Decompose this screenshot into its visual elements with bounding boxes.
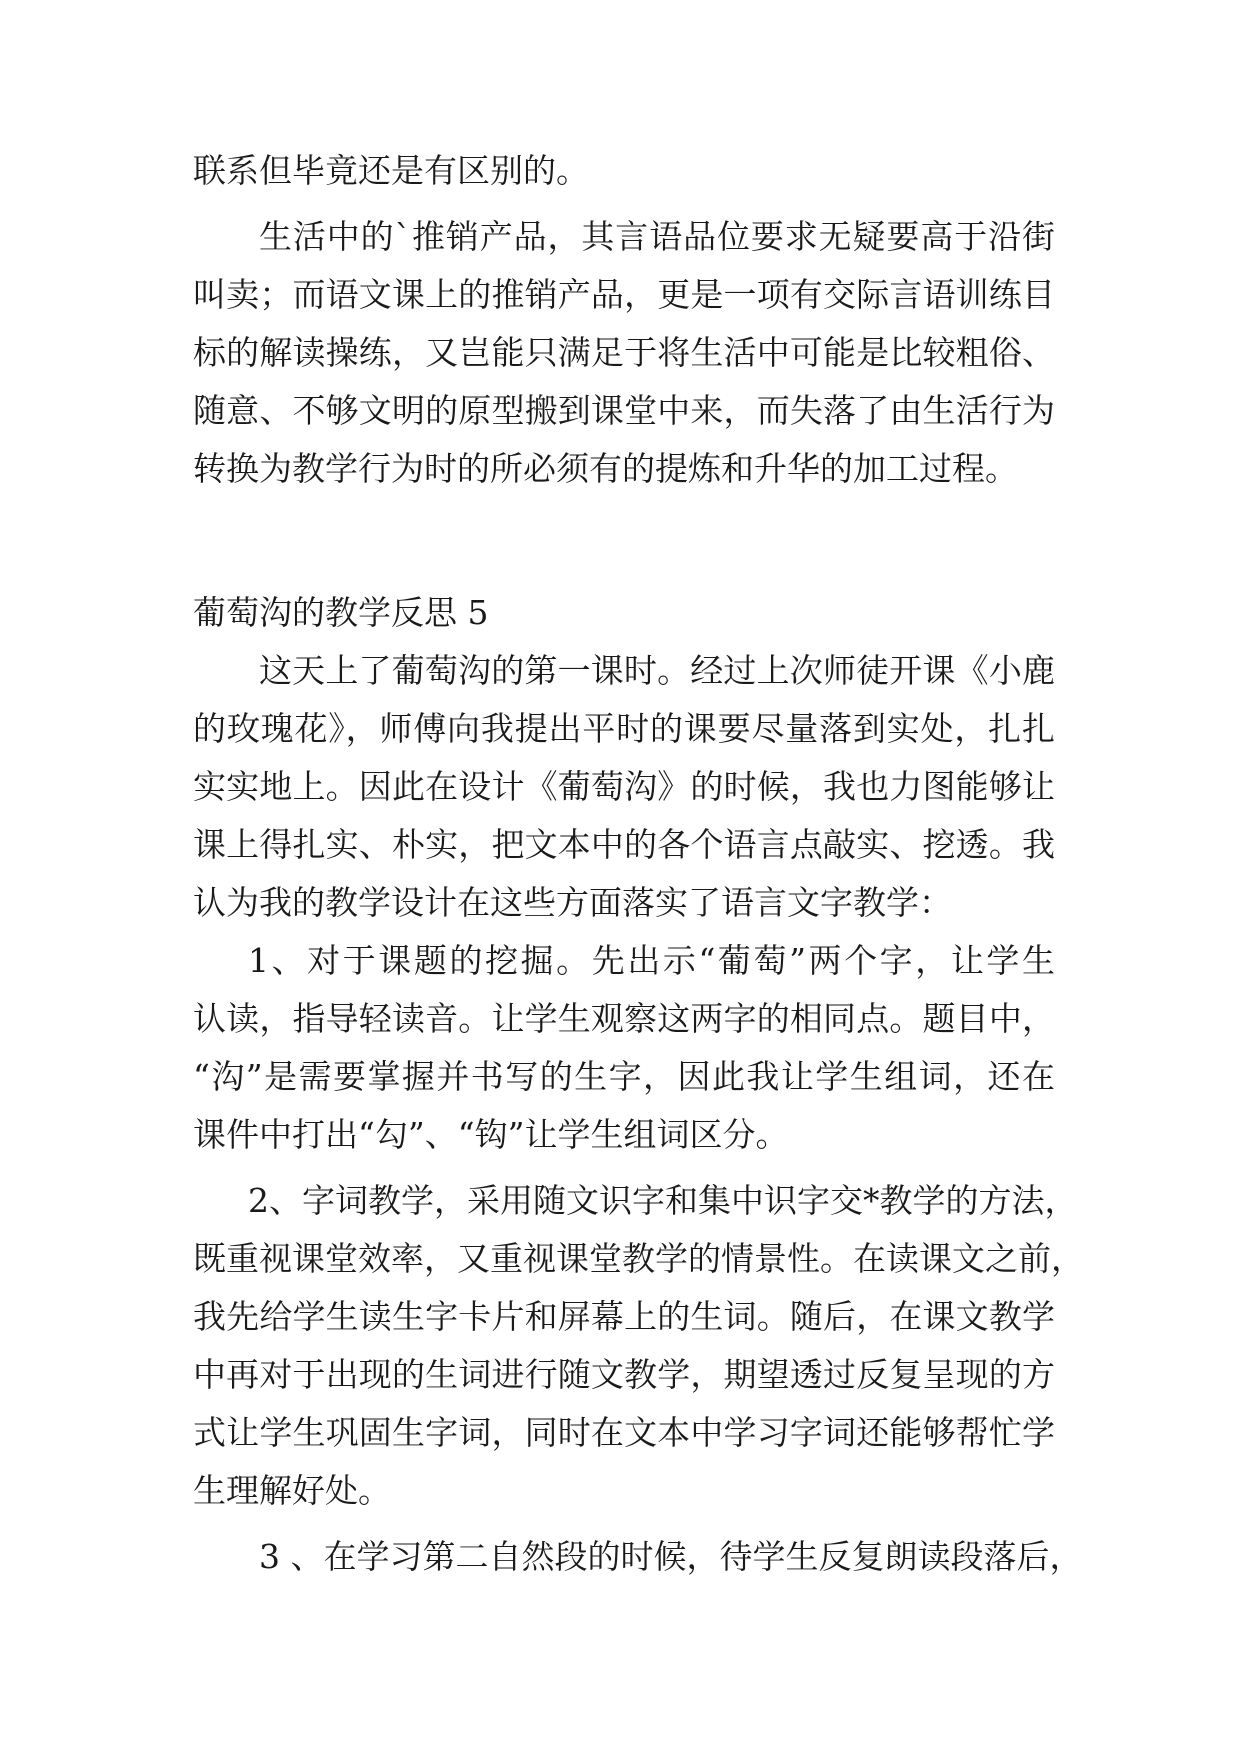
paragraph-line: 随意、不够文明的原型搬到课堂中来，而失落了由生活行为: [193, 391, 1055, 430]
list-item-line: 既重视课堂效率，又重视课堂教学的情景性。在读课文之前，: [193, 1239, 1084, 1278]
document-page: [193, 142, 1084, 1586]
paragraph-line: 标的解读操练，又岂能只满足于将生活中可能是比较粗俗、: [193, 333, 1055, 372]
list-item-line: 认读，指导轻读音。让学生观察这两字的相同点。题目中，: [193, 999, 1055, 1038]
paragraph-line: 课上得扎实、朴实，把文本中的各个语言点敲实、挖透。我: [193, 825, 1055, 864]
paragraph-line: 叫卖；而语文课上的推销产品，更是一项有交际言语训练目: [193, 275, 1055, 314]
paragraph-line: 认为我的教学设计在这些方面落实了语言文字教学：: [193, 883, 952, 922]
list-item-line: 2、字词教学，采用随文识字和集中识字交*教学的方法，: [248, 1181, 1078, 1220]
list-item-line: 我先给学生读生字卡片和屏幕上的生词。随后，在课文教学: [193, 1297, 1055, 1336]
list-item-line: 课件中打出“勾”、“钩”让学生组词区分。: [193, 1115, 789, 1154]
paragraph-line: 转换为教学行为时的所必须有的提炼和升华的加工过程。: [193, 449, 1018, 488]
section-heading: 葡萄沟的教学反思 5: [193, 593, 489, 632]
paragraph-line: 实实地上。因此在设计《葡萄沟》的时候，我也力图能够让: [193, 767, 1055, 806]
list-item-line: 1、对于课题的挖掘。先出示“葡萄”两个字，让学生: [248, 941, 1055, 980]
list-item-line: 式让学生巩固生字词，同时在文本中学习字词还能够帮忙学: [193, 1413, 1055, 1452]
list-item-line: “沟”是需要掌握并书写的生字，因此我让学生组词，还在: [193, 1057, 1055, 1096]
list-item-line: 3 、在学习第二自然段的时候，待学生反复朗读段落后，: [259, 1537, 1083, 1576]
paragraph-line: 的玫瑰花》，师傅向我提出平时的课要尽量落到实处，扎扎: [193, 709, 1055, 748]
list-item-line: 中再对于出现的生词进行随文教学，期望透过反复呈现的方: [193, 1355, 1055, 1394]
paragraph-line: 生活中的`推销产品，其言语品位要求无疑要高于沿街: [259, 217, 1055, 256]
paragraph-line: 联系但毕竟还是有区别的。: [193, 151, 589, 190]
list-item-line: 生理解好处。: [193, 1471, 391, 1510]
paragraph-line: 这天上了葡萄沟的第一课时。经过上次师徒开课《小鹿: [259, 651, 1055, 690]
